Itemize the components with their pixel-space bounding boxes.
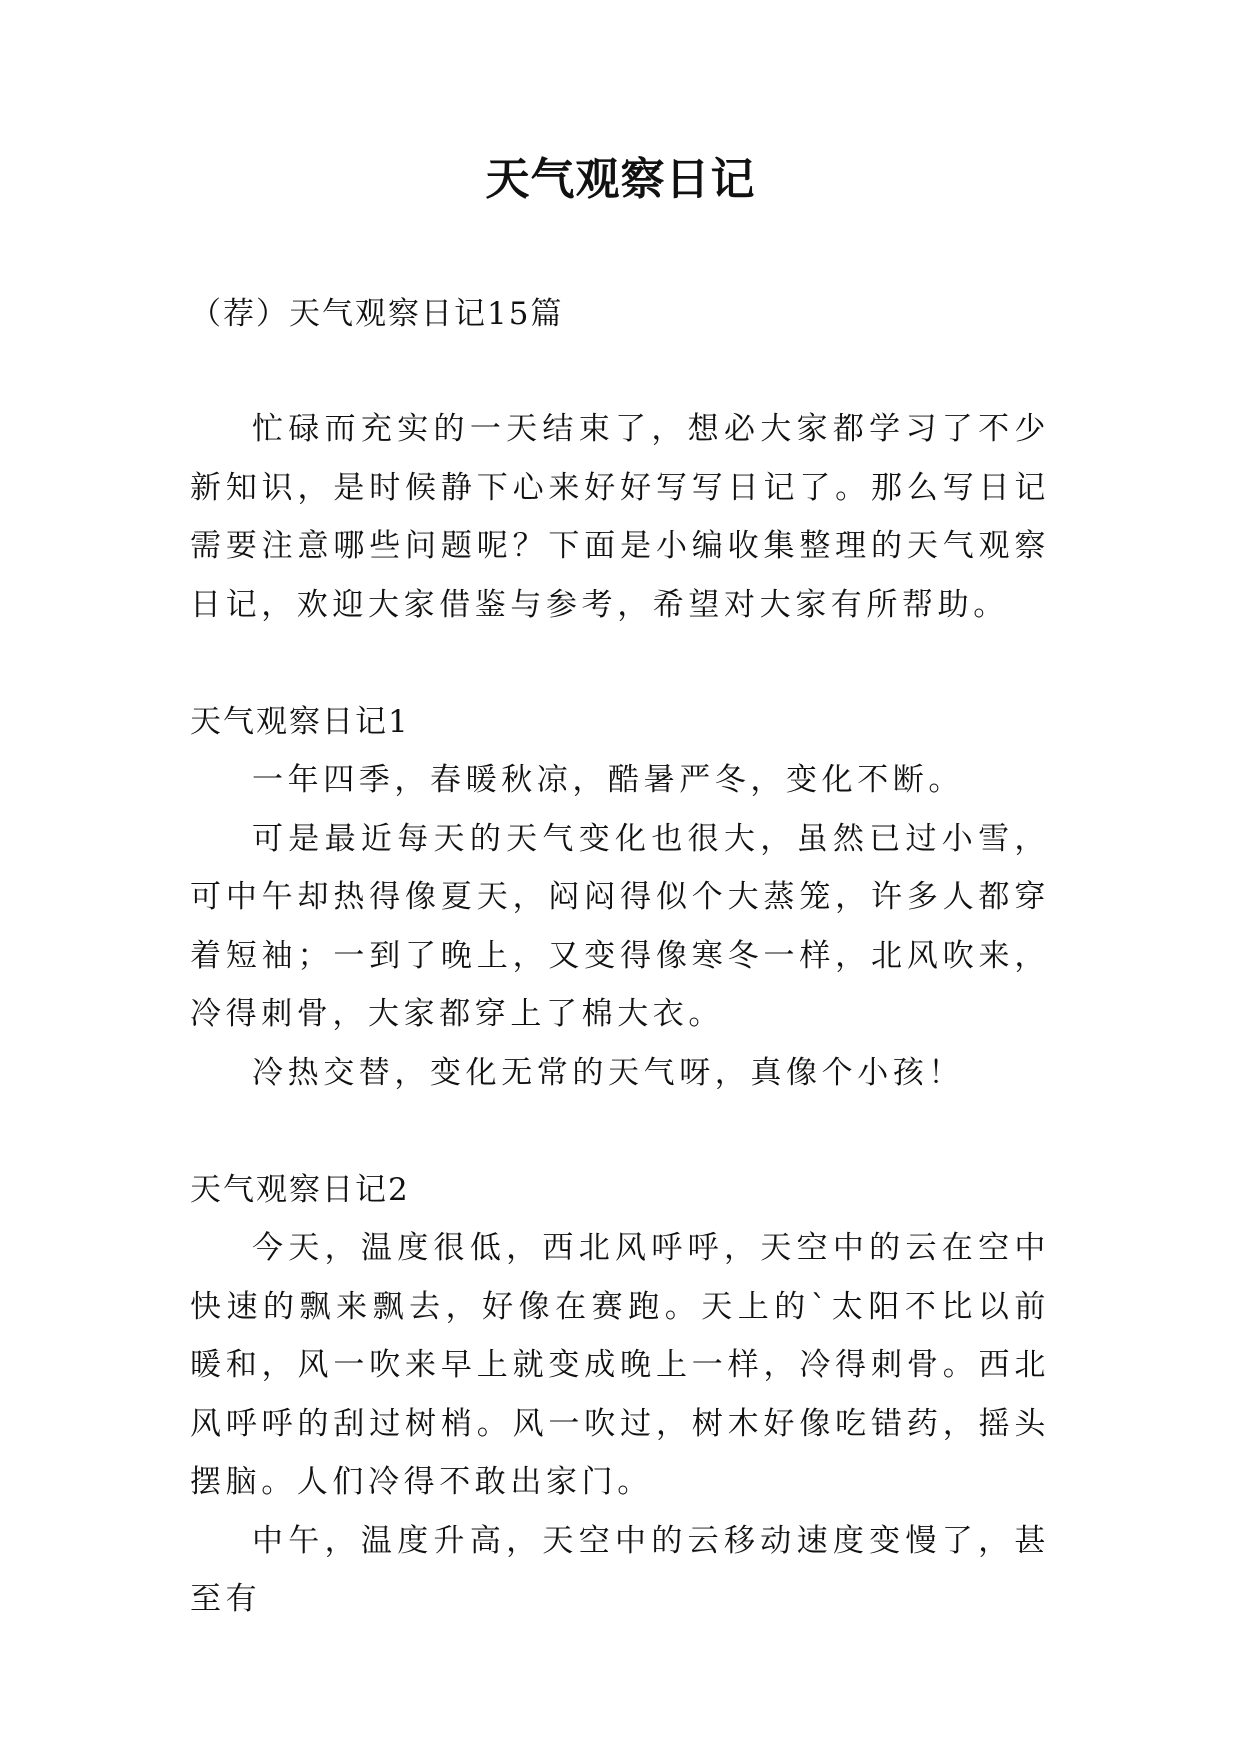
section-heading: 天气观察日记2 — [190, 1171, 410, 1208]
section-heading: 天气观察日记1 — [190, 703, 410, 740]
section-spacer — [190, 634, 1050, 693]
body-paragraph: 可是最近每天的天气变化也很大，虽然已过小雪，可中午却热得像夏天，闷闷得似个大蒸笼，许多人都穿着短袖；一到了晚上，又变得像寒冬一样，北风吹来，冷得刺骨，大家都穿上了棉大衣。 — [190, 820, 1050, 1032]
body-paragraph: 今天，温度很低，西北风呼呼，天空中的云在空中快速的飘来飘去，好像在赛跑。天上的`太阳不比以前暖和，风一吹来早上就变成晚上一样，冷得刺骨。西北风呼呼的刮过树梢。风一吹过，树木好像吃错药，摇头摆脑。人们冷得不敢出家门。 — [190, 1230, 1050, 1500]
document-subtitle: （荐）天气观察日记15篇 — [190, 296, 564, 332]
document-title: 天气观察日记 — [485, 154, 756, 205]
document-body — [190, 400, 1050, 1629]
section-spacer — [190, 1102, 1050, 1161]
body-paragraph: 中午，温度升高，天空中的云移动速度变慢了，甚至有 — [190, 1522, 1050, 1617]
body-paragraph: 一年四季，春暖秋凉，酷暑严冬，变化不断。 — [252, 762, 964, 798]
intro-paragraph: 忙碌而充实的一天结束了，想必大家都学习了不少新知识，是时候静下心来好好写写日记了。那么写日记需要注意哪些问题呢？下面是小编收集整理的天气观察日记，欢迎大家借鉴与参考，希望对大家有所帮助。 — [190, 411, 1050, 623]
body-paragraph: 冷热交替，变化无常的天气呀，真像个小孩！ — [252, 1054, 964, 1091]
diary-section-2 — [190, 1161, 1050, 1629]
diary-section-1 — [190, 693, 1050, 1103]
